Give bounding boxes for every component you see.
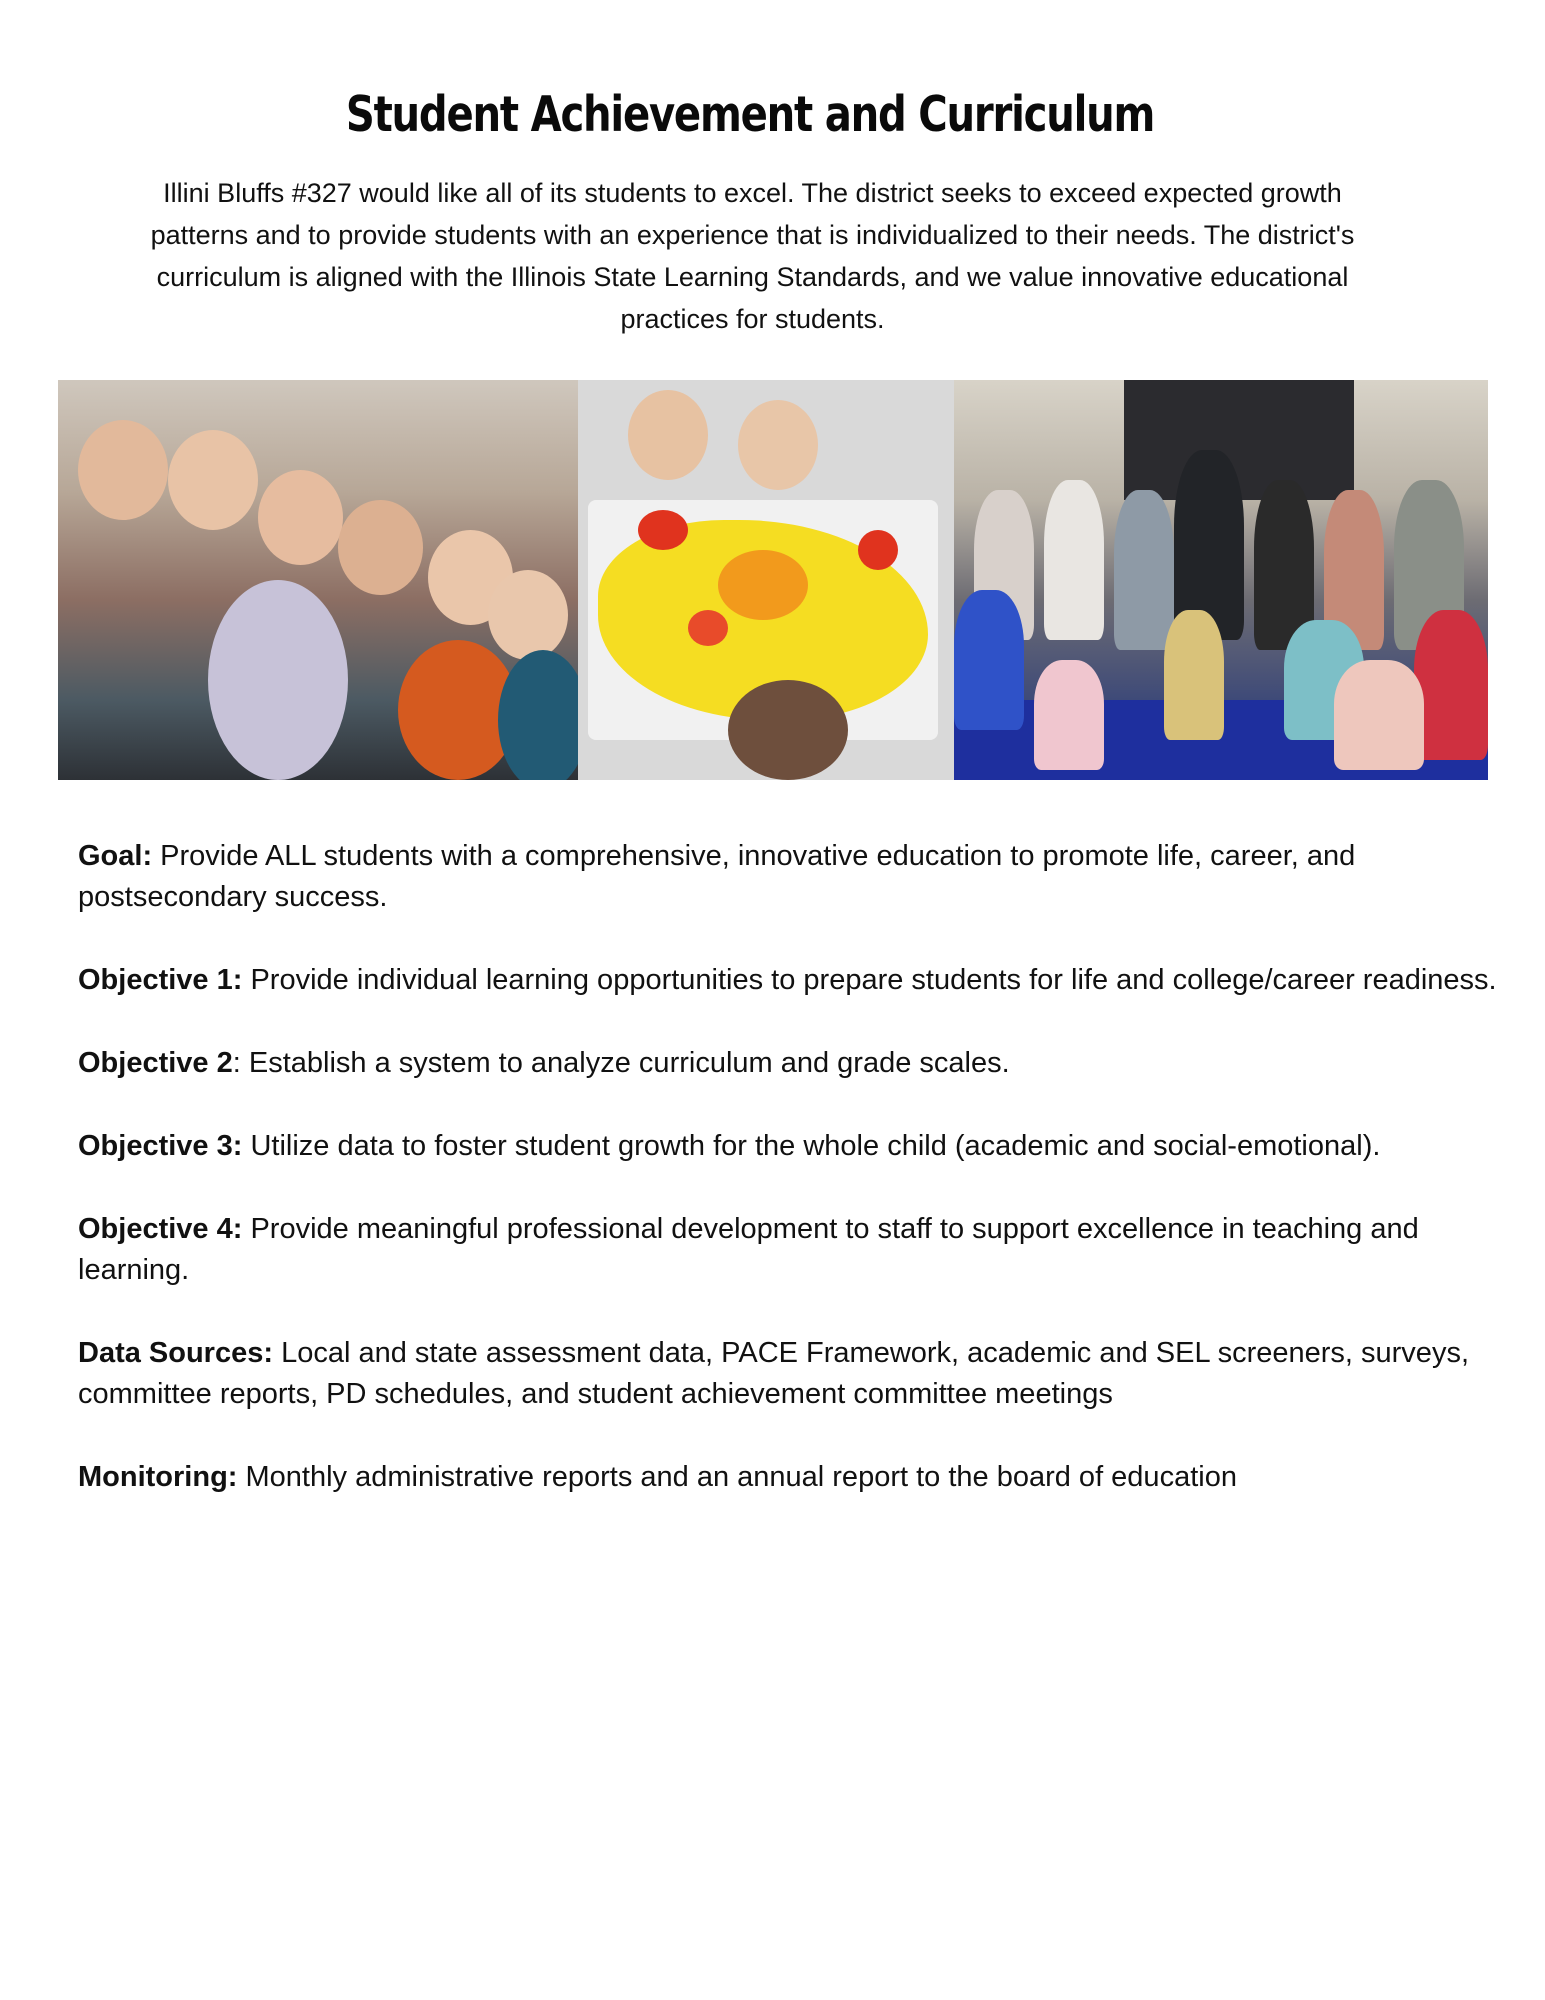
item-text: Provide meaningful professional development to staff to support excellence in teaching and learning. xyxy=(78,1213,1419,1286)
objective-2-item xyxy=(78,1043,1498,1084)
item-text: : Establish a system to analyze curriculum and grade scales. xyxy=(232,1047,1010,1079)
data-sources-item xyxy=(78,1333,1498,1415)
item-text: Local and state assessment data, PACE Framework, academic and SEL screeners, surveys, committee reports, PD schedules, and student achievement committee meetings xyxy=(78,1337,1469,1410)
intro-paragraph: Illini Bluffs #327 would like all of its students to excel. The district seeks to exceed expected growth patterns and to provide students with an experience that is individualized to their needs. The district's curriculum is aligned with the Illinois State Learning Standards, and we value innovative educational practices for students. xyxy=(150,178,1355,334)
item-label: Objective 2 xyxy=(78,1047,233,1079)
item-label: Monitoring: xyxy=(78,1461,238,1493)
item-label: Data Sources: xyxy=(78,1337,274,1369)
objective-4-item xyxy=(78,1209,1498,1291)
photo-students-group-hug xyxy=(58,380,578,780)
item-text: Provide individual learning opportunities to prepare students for life and college/career readiness. xyxy=(242,964,1497,996)
goals-list xyxy=(78,836,1498,1540)
photo-class-with-trophy xyxy=(954,380,1488,780)
monitoring-item xyxy=(78,1457,1498,1498)
item-text: Provide ALL students with a comprehensive, innovative education to promote life, career, and postsecondary success. xyxy=(78,840,1356,913)
item-label: Goal: xyxy=(78,840,153,872)
goal-item xyxy=(78,836,1498,918)
page-title: Student Achievement and Curriculum xyxy=(345,86,1155,143)
objective-1-item xyxy=(78,960,1498,1001)
item-label: Objective 1: xyxy=(78,964,243,996)
photo-butterfly-painting xyxy=(578,380,954,780)
item-label: Objective 4: xyxy=(78,1213,243,1245)
item-text: Utilize data to foster student growth for the whole child (academic and social-emotional). xyxy=(242,1130,1381,1162)
item-text: Monthly administrative reports and an annual report to the board of education xyxy=(237,1461,1237,1493)
item-label: Objective 3: xyxy=(78,1130,243,1162)
objective-3-item xyxy=(78,1126,1498,1167)
photo-strip xyxy=(58,380,1488,780)
